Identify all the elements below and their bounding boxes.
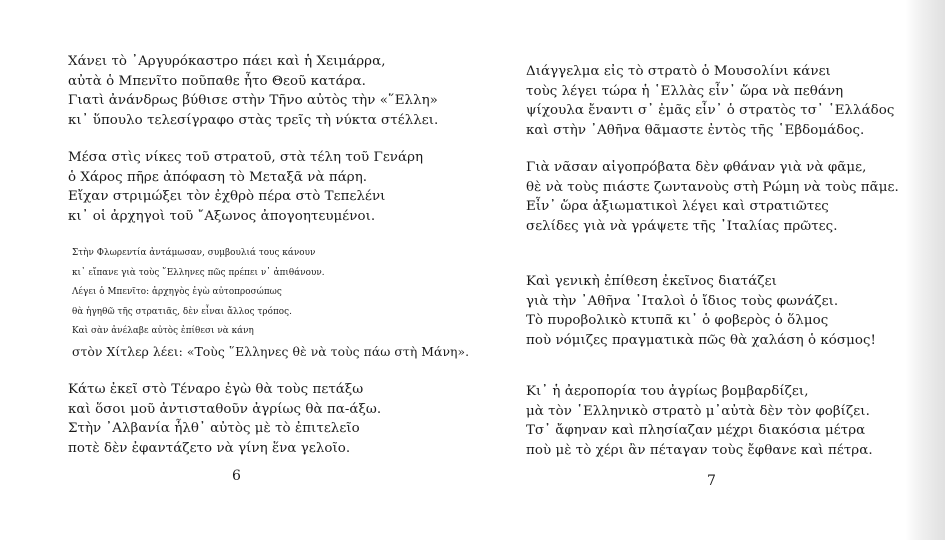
verse-line: Κάτω ἐκεῖ στὸ Τέναρο ἐγὼ θὰ τοὺς πετάξω	[68, 382, 364, 397]
verse-line: ποὺ νόμιζες πραγματικὰ πῶς θὰ χαλάση ὁ κόσμος!	[526, 332, 876, 348]
stanza-2	[526, 158, 899, 236]
verse-line: καὶ στὴν ᾽Αθῆνα θᾶμαστε ἐντὸς τῆς ῾Εβδομάδος.	[526, 122, 865, 138]
verse-line: Καὶ γενικὴ ἐπίθεση ἐκεῖνος διατάζει	[526, 274, 777, 289]
verse-line: Κι᾽ ἡ ἀεροπορία του ἀγρίως βομβαρδίζει,	[526, 384, 809, 399]
verse-line: Μέσα στὶς νίκες τοῦ στρατοῦ, στὰ τέλη τοῦ Γενάρη	[68, 150, 424, 165]
stanza-3	[526, 272, 876, 350]
verse-line: μὰ τὸν ῾Ελληνικὸ στρατὸ μ᾽αὐτὰ δὲν τὸν φοβίζει.	[526, 403, 870, 419]
page-edge-shadow	[905, 0, 945, 540]
verse-line: Χάνει τὸ ᾽Αργυρόκαστρο πάει καὶ ἡ Χειμάρρα,	[68, 54, 386, 69]
verse-line: θὰ ἡγηθῶ τῆς στρατιᾶς, δὲν εἶναι ἄλλος τρόπος.	[72, 306, 292, 317]
verse-line: ψίχουλα ἔναντι σ᾽ ἐμᾶς εἶν᾽ ὁ στρατὸς τσ᾽ ῾Ελλάδος	[526, 103, 895, 118]
stanza-2	[68, 148, 423, 226]
verse-line: Στὴν Φλωρεντία ἀντάμωσαν, συμβουλιά τους κάνουν	[72, 248, 316, 258]
verse-line: κι᾽ ὕπουλο τελεσίγραφο στὰς τρεῖς τὴ νύκτα στέλλει.	[68, 112, 439, 128]
stanza-1	[526, 62, 894, 140]
stanza-4	[526, 382, 873, 460]
page-number: 6	[232, 468, 241, 484]
verse-line: γιὰ τὴν ᾽Αθῆνα ᾽Ιταλοὶ ὁ ἴδιος τοὺς φωνάζει.	[526, 293, 839, 309]
verse-line: Τὸ πυροβολικὸ κτυπᾶ κι᾽ ὁ φοβερὸς ὁ ὅλμος	[526, 313, 829, 328]
verse-line: αὐτὰ ὁ Μπενῖτο ποῦπαθε ἦτο Θεοῦ κατάρα.	[68, 73, 366, 89]
verse-line: Λέγει ὁ Μπενῖτο: ἀρχηγὸς ἐγὼ αὐτοπροσώπως	[72, 287, 282, 297]
verse-line: ποτὲ δὲν ἐφαντάζετο νὰ γίνη ἕνα γελοῖο.	[68, 440, 351, 456]
verse-line: σελίδες γιὰ νὰ γράψετε τῆς ᾽Ιταλίας πρῶτες.	[526, 218, 838, 234]
right-page	[490, 0, 945, 540]
verse-line: Διάγγελμα εἰς τὸ στρατὸ ὁ Μουσολίνι κάνει	[526, 64, 831, 79]
verse-line: κι᾽ οἱ ἀρχηγοὶ τοῦ ῎Αξωνος ἀπογοητευμένοι.	[68, 208, 376, 224]
verse-line: καὶ ὅσοι μοῦ ἀντισταθοῦν ἀγρίως θὰ πα-άξω.	[68, 401, 382, 417]
verse-line: Γιατὶ ἀνάνδρως βύθισε στὴν Τῆνο αὐτὸς τὴν «῞Ελλη»	[68, 93, 438, 108]
stanza-1	[68, 52, 438, 130]
verse-line: Καὶ σὰν ἀνέλαβε αὐτὸς ἐπίθεσι νὰ κάνη	[72, 326, 254, 336]
verse-line: Στὴν ᾽Αλβανία ἦλθ᾽ αὐτὸς μὲ τὸ ἐπιτελεῖο	[68, 421, 360, 436]
verse-line: ποὺ μὲ τὸ χέρι ἂν πέταγαν τοὺς ἔφθανε καὶ πέτρα.	[526, 442, 873, 458]
verse-line: ὁ Χάρος πῆρε ἀπόφαση τὸ Μεταξᾶ νὰ πάρη.	[68, 169, 368, 185]
page-number: 7	[707, 473, 716, 489]
verse-line: θὲ νὰ τοὺς πιάστε ζωντανοὺς στὴ Ρώμη νὰ τοὺς πᾶμε.	[526, 179, 899, 195]
stanza-3	[72, 244, 469, 361]
verse-line: στὸν Χίτλερ λέει: «Τοὺς ῞Ελληνες θὲ νὰ τοὺς πάω στὴ Μάνη».	[72, 343, 470, 359]
stanza-4	[68, 380, 381, 458]
verse-line: Γιὰ νᾶσαν αἰγοπρόβατα δὲν φθάναν γιὰ νὰ φᾶμε,	[526, 160, 867, 175]
verse-line: Εἶν᾽ ὥρα ἀξιωματικοὶ λέγει καὶ στρατιῶτες	[526, 199, 829, 214]
verse-line: τοὺς λέγει τώρα ἡ ῾Ελλὰς εἶν᾽ ὥρα νὰ πεθάνη	[526, 83, 844, 99]
verse-line: Τσ᾽ ἄφηναν καὶ πλησίαζαν μέχρι διακόσια μέτρα	[526, 423, 866, 438]
verse-line: Εἴχαν στριμώξει τὸν ἐχθρὸ πέρα στὸ Τεπελένι	[68, 189, 386, 204]
verse-line: κι᾽ εἴπανε γιὰ τοὺς ῞Ελληνες πῶς πρέπει ν᾽ ἀπιθάνουν.	[72, 267, 325, 278]
